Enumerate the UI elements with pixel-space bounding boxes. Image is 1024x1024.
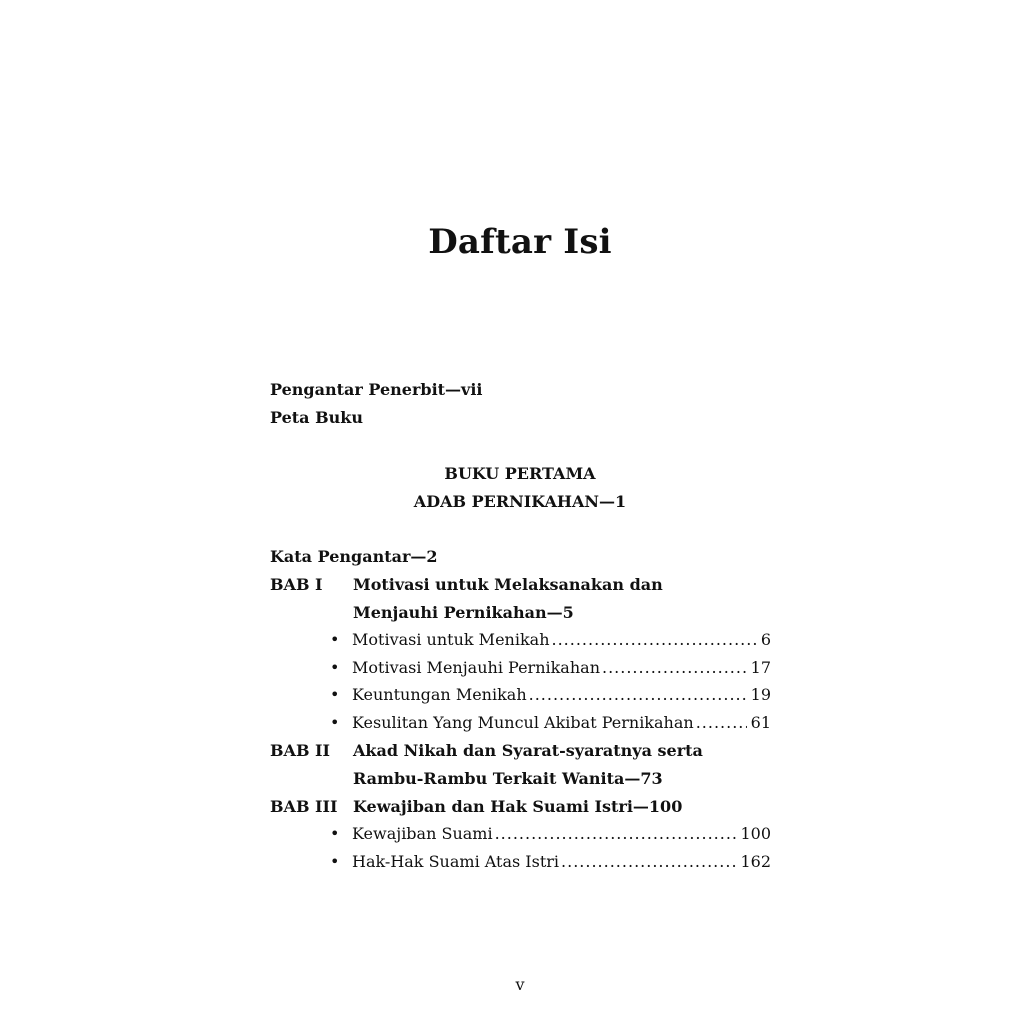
page-title: Daftar Isi	[428, 222, 612, 262]
dot-leader	[552, 630, 757, 649]
bullet-icon: •	[330, 658, 340, 677]
chapter-number: BAB I	[270, 575, 323, 594]
subentry-title: Kewajiban Suami	[352, 824, 493, 843]
subentry-page: 100	[740, 824, 771, 843]
chapter-number: BAB III	[270, 797, 338, 816]
bullet-icon: •	[330, 685, 340, 704]
book-subheading: ADAB PERNIKAHAN—1	[413, 492, 627, 511]
toc-subentry	[330, 713, 771, 735]
toc-subentry	[330, 824, 771, 846]
dot-leader	[602, 658, 747, 677]
toc-entry-pengantar-penerbit: Pengantar Penerbit—vii	[270, 380, 483, 399]
toc-entry-kata-pengantar: Kata Pengantar—2	[270, 547, 438, 566]
toc-subentry	[330, 852, 771, 874]
subentry-page: 162	[740, 852, 771, 871]
bullet-icon: •	[330, 852, 340, 871]
chapter-title-line: Akad Nikah dan Syarat-syaratnya serta	[353, 741, 703, 760]
bullet-icon: •	[330, 713, 340, 732]
dot-leader	[696, 713, 747, 732]
subentry-page: 19	[750, 685, 771, 704]
chapter-number: BAB II	[270, 741, 330, 760]
bullet-icon: •	[330, 824, 340, 843]
book-heading: BUKU PERTAMA	[444, 464, 596, 483]
toc-subentry	[330, 658, 771, 680]
subentry-page: 17	[750, 658, 771, 677]
chapter-title-line: Rambu-Rambu Terkait Wanita—73	[353, 769, 663, 788]
subentry-page: 6	[760, 630, 771, 649]
bullet-icon: •	[330, 630, 340, 649]
dot-leader	[529, 685, 747, 704]
toc-subentry	[330, 630, 771, 652]
chapter-title-line: Motivasi untuk Melaksanakan dan	[353, 575, 663, 594]
dot-leader	[561, 852, 736, 871]
subentry-title: Motivasi Menjauhi Pernikahan	[352, 658, 600, 677]
dot-leader	[495, 824, 737, 843]
subentry-title: Kesulitan Yang Muncul Akibat Pernikahan	[352, 713, 694, 732]
toc-entry-peta-buku: Peta Buku	[270, 408, 363, 427]
chapter-title-line: Menjauhi Pernikahan—5	[353, 603, 574, 622]
subentry-title: Motivasi untuk Menikah	[352, 630, 550, 649]
chapter-title-line: Kewajiban dan Hak Suami Istri—100	[353, 797, 683, 816]
subentry-title: Hak-Hak Suami Atas Istri	[352, 852, 560, 871]
subentry-title: Keuntungan Menikah	[352, 685, 527, 704]
subentry-page: 61	[750, 713, 771, 732]
toc-subentry	[330, 685, 771, 707]
page-number: v	[515, 975, 525, 994]
